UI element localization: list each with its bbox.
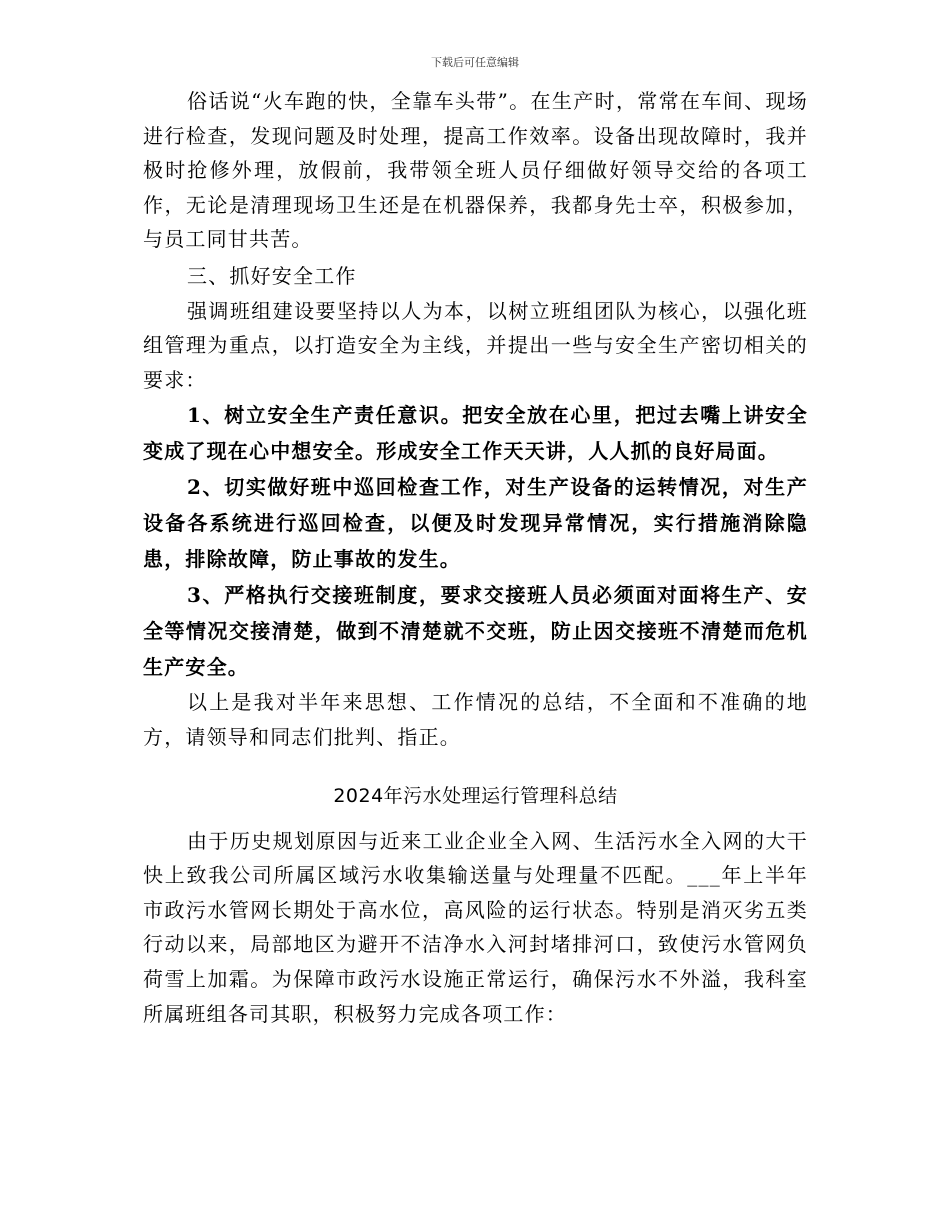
paragraph-section2-part-b: 年上半年市政污水管网长期处于高水位，高风险的运行状态。特别是消灭劣五类行动以来，局部地区为避开不洁净水入河封堵排河口，致使污水管网负荷雪上加霜。为保障市政污水设施正常运行，确保污水不外溢，我科室所属班组各司其职，积极努力完成各项工作： [143,863,808,1026]
list-item-3: 3、严格执行交接班制度，要求交接班人员必须面对面将生产、安全等情况交接清楚，做到不清楚就不交班，防止因交接班不清楚而危机生产安全。 [143,583,808,680]
list-item-1: 1、树立安全生产责任意识。把安全放在心里，把过去嘴上讲安全变成了现在心中想安全。形成安全工作天天讲，人人抓的良好局面。 [143,403,808,464]
paragraph-section2-part-a: 由于历史规划原因与近来工业企业全入网、生活污水全入网的大干快上致我公司所属区域污水收集输送量与处理量不匹配。 [143,828,808,888]
page-header: 下载后可任意编辑 [431,56,519,69]
list-item-2: 2、切实做好班中巡回检查工作，对生产设备的运转情况，对生产设备各系统进行巡回检查，以便及时发现异常情况，实行措施消除隐患，排除故障，防止事故的发生。 [143,475,808,572]
paragraph-requirements: 强调班组建设要坚持以人为本，以树立班组团队为核心，以强化班组管理为重点，以打造安全为主线，并提出一些与安全生产密切相关的要求： [143,298,808,392]
paragraph-section2 [143,824,808,1032]
paragraph-conclusion: 以上是我对半年来思想、工作情况的总结，不全面和不准确的地方，请领导和同志们批判、指正。 [143,690,808,749]
paragraph-intro: 俗话说“火车跑的快，全靠车头带”。在生产时，常常在车间、现场进行检查，发现问题及时处理，提高工作效率。设备出现故障时，我并极时抢修外理，放假前，我带领全班人员仔细做好领导交给的各项工作，无论是清理现场卫生还是在机器保养，我都身先士卒，积极参加，与员工同甘共苦。 [143,89,808,252]
document-body [143,84,808,1031]
section-heading-safety: 三、抓好安全工作 [187,263,357,288]
section-title: 2024年污水处理运行管理科总结 [333,784,618,807]
year-blank: ___ [687,863,721,888]
